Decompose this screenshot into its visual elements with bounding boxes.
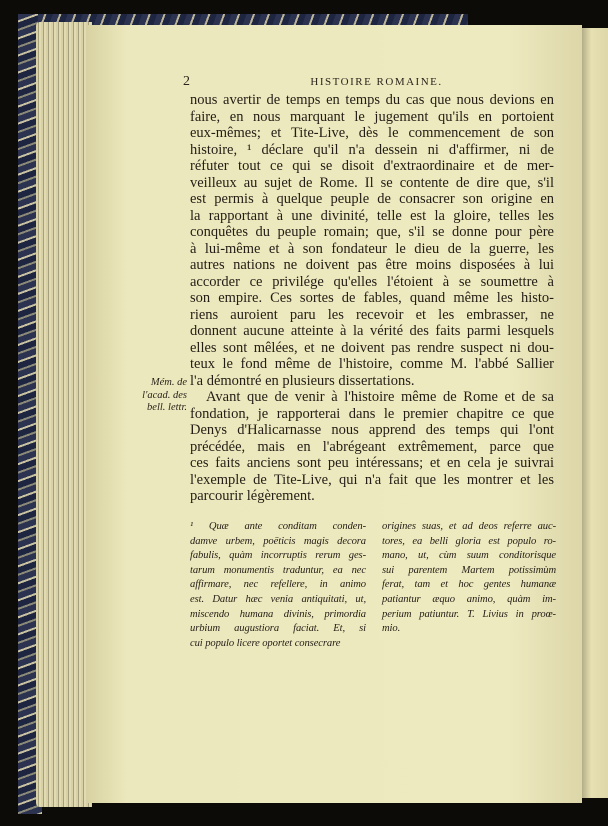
margin-note-line: bell. lettr.: [147, 402, 187, 413]
footnote-line: miscendo humana divinis, primordia: [190, 608, 366, 620]
footnote-line: mio.: [382, 623, 401, 635]
footnote-line: sui parentem Martem potissimùm: [382, 564, 556, 576]
text-line: l'a démontré en plusieurs dissertations.: [190, 372, 415, 389]
footnote-line: fabulis, quàm incorruptis rerum ges-: [190, 550, 366, 562]
text-line: est permis à quelque peuple de consacrer son origine en: [190, 191, 554, 207]
margin-note-line: Mém. de: [150, 377, 187, 388]
footnote-line: tarum monumentis traduntur, ea nec: [190, 564, 366, 576]
text-line: donnent aucune atteinte à la vérité des faits parmi lesquels: [190, 323, 554, 339]
footnote-line: ¹ Quæ ante conditam conden-: [190, 521, 366, 532]
footnote-line: urbium augustiora faciat. Et, si: [190, 623, 366, 635]
footnote-line: ferat, tam et hoc gentes humanæ: [382, 579, 556, 591]
text-line: teux le fond même de l'histoire, comme M. l'abbé Sallier: [190, 356, 554, 372]
text-line: son empire. Ces sortes de fables, quand même les histo-: [190, 290, 554, 306]
text-line: nous avertir de temps en temps du cas que nous devions en: [190, 92, 554, 108]
footnote-line: damve urbem, poëticis magis decora: [190, 535, 366, 547]
text-line: eux-mêmes; et Tite-Live, dès le commencement de son: [190, 125, 554, 141]
text-line: précédée, mais en l'abrégeant extrêmement, parce que: [190, 438, 554, 455]
text-line: Avant que de venir à l'histoire même de Rome et de sa: [206, 389, 554, 405]
footnote-line: tores, ea belli gloria est populo ro-: [382, 535, 556, 547]
text-line: à lui-même et à son fondateur le dieu de la guerre, les: [190, 240, 554, 257]
text-line: ces faits anciens sont peu intéressans; et en cela je suivrai: [190, 455, 554, 471]
text-line: accorder ce privilége qu'elles l'étoient à se soumettre à: [190, 273, 554, 290]
footnote-line: perium patiuntur. T. Livius in proœ-: [382, 608, 556, 620]
footnote-line: affirmare, nec refellere, in animo: [190, 579, 366, 591]
footnote-line: mano, ut, cùm suum conditorisque: [382, 550, 556, 562]
margin-note-line: l'acad. des: [142, 389, 187, 401]
text-line: réfuter tout ce qui se disoit d'extraordinaire et de mer-: [190, 158, 554, 174]
page-number: 2: [183, 74, 190, 89]
text-line: autres nations ne doivent pas être moins disposées à lui: [190, 257, 554, 273]
footnote-right-column: [382, 520, 556, 637]
text-line: la rapportant à une divinité, telle est la gloire, telles les: [190, 207, 554, 224]
text-line: histoire, ¹ déclare qu'il n'a dessein ni d'affirmer, ni de: [190, 141, 554, 158]
text-line: riens auroient paru les recevoir et les embrasser, ne: [190, 306, 554, 323]
running-head: HISTOIRE ROMAINE.: [310, 76, 443, 88]
footnote-line: patiantur æquo animo, quàm im-: [382, 593, 556, 605]
text-line: veilleux au sujet de Rome. Il se contente de dire que, s'il: [190, 174, 554, 191]
text-line: l'exemple de Tite-Live, qui n'a fait que les montrer et les: [190, 471, 554, 488]
footnote-left-column: [190, 520, 366, 651]
footnote-line: cui populo licere oportet consecrare: [190, 637, 341, 649]
footnote-line: origines suas, et ad deos referre auc-: [382, 521, 556, 532]
text-line: elles sont mêlées, et ne doivent pas rendre suspect ni dou-: [190, 339, 554, 356]
page-edges: [36, 22, 92, 807]
text-line: fondation, je rapporterai dans le premier chapitre ce que: [190, 405, 554, 422]
text-line: parcourir légèrement.: [190, 488, 315, 504]
facing-page-edge: [580, 28, 608, 798]
text-line: conquêtes du peuple romain; que, s'il se donne pour père: [190, 224, 554, 240]
footnote-line: est. Datur hæc venia antiquitati, ut,: [190, 593, 366, 605]
margin-note: [120, 377, 187, 415]
text-line: Denys d'Halicarnasse nous apprend des temps qui l'ont: [190, 422, 554, 438]
body-text: [190, 92, 554, 505]
text-line: faire, en nous marquant le jugement qu'ils en portoient: [190, 108, 554, 125]
